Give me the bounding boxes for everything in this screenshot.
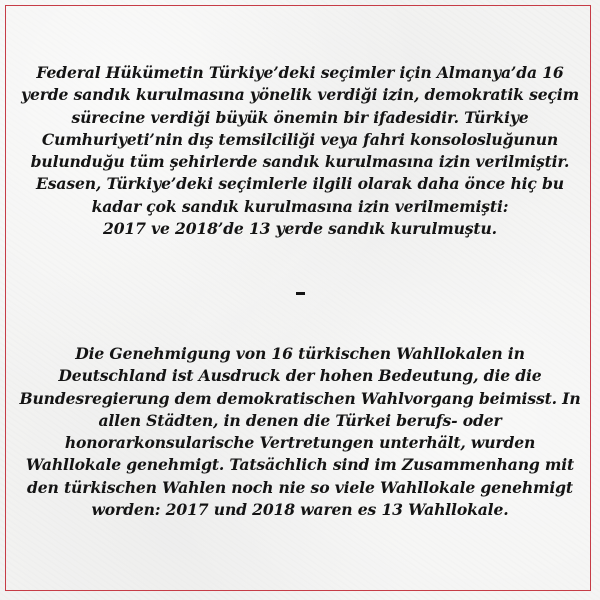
turkish-paragraph [0, 62, 600, 240]
german-paragraph [0, 343, 600, 521]
separator-dash [296, 292, 305, 295]
text-line: Esasen, Türkiye’deki seçimlerle ilgili olarak daha önce hiç bu [36, 174, 564, 194]
text-line: worden: 2017 und 2018 waren es 13 Wahllokale. [91, 500, 509, 520]
text-line: honorarkonsularische Vertretungen unterhält, wurden [64, 433, 536, 453]
text-line: Bundesregierung dem demokratischen Wahlvorgang beimisst. In [19, 388, 581, 408]
text-line: Deutschland ist Ausdruck der hohen Bedeutung, die die [58, 366, 542, 386]
text-line: sürecine verdiği büyük önemin bir ifadesidir. Türkiye [71, 107, 529, 127]
text-line: 2017 ve 2018’de 13 yerde sandık kurulmuştu. [103, 219, 497, 239]
text-line: allen Städten, in denen die Türkei berufs- oder [98, 410, 502, 430]
text-line: kadar çok sandık kurulmasına izin verilmemişti: [91, 196, 509, 216]
text-line: Cumhuriyeti’nin dış temsilciliği veya fahri konsolosluğunun [41, 129, 559, 149]
text-line: Wahllokale genehmigt. Tatsächlich sind im Zusammenhang mit [25, 455, 575, 475]
text-line: Die Genehmigung von 16 türkischen Wahllokalen in [75, 344, 525, 363]
text-line: Federal Hükümetin Türkiye’deki seçimler için Almanya’da 16 [36, 63, 564, 82]
text-line: yerde sandık kurulmasına yönelik verdiği izin, demokratik seçim [21, 85, 579, 105]
text-line: bulunduğu tüm şehirlerde sandık kurulmasına izin verilmiştir. [30, 152, 570, 172]
text-line: den türkischen Wahlen noch nie so viele Wahllokale genehmigt [27, 477, 573, 497]
